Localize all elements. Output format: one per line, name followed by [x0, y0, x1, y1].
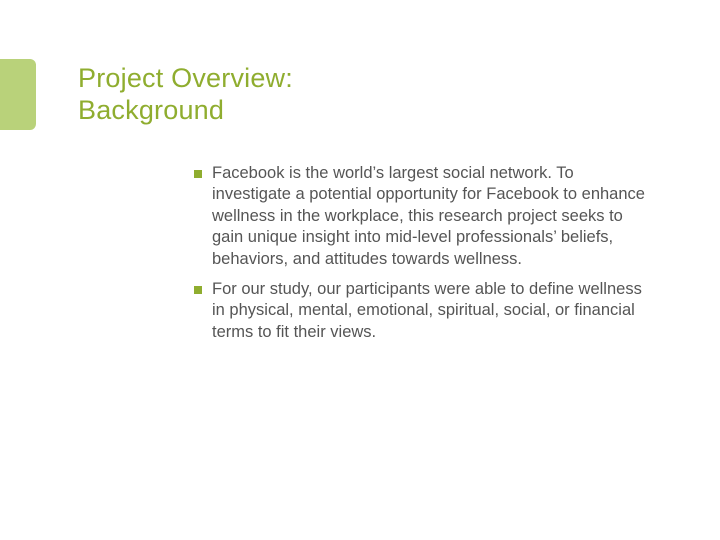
title-line-1: Project Overview:: [78, 63, 293, 93]
bullet-text: For our study, our participants were able to define wellness in physical, mental, emotional, spiritual, social, or financial terms to fit their views.: [212, 280, 642, 341]
bullet-list: [193, 163, 653, 352]
title-line-2: Background: [78, 95, 225, 125]
slide-title: [78, 62, 678, 126]
square-bullet-icon: [194, 170, 202, 178]
accent-bar: [0, 59, 36, 130]
bullet-text: Facebook is the world’s largest social network. To investigate a potential opportunity for Facebook to enhance wellness in the workplace, this research project seeks to gain unique insight into mid-level professionals’ beliefs, behaviors, and attitudes towards wellness.: [212, 164, 645, 268]
bullet-item: [193, 163, 653, 270]
bullet-item: [193, 279, 653, 343]
square-bullet-icon: [194, 286, 202, 294]
